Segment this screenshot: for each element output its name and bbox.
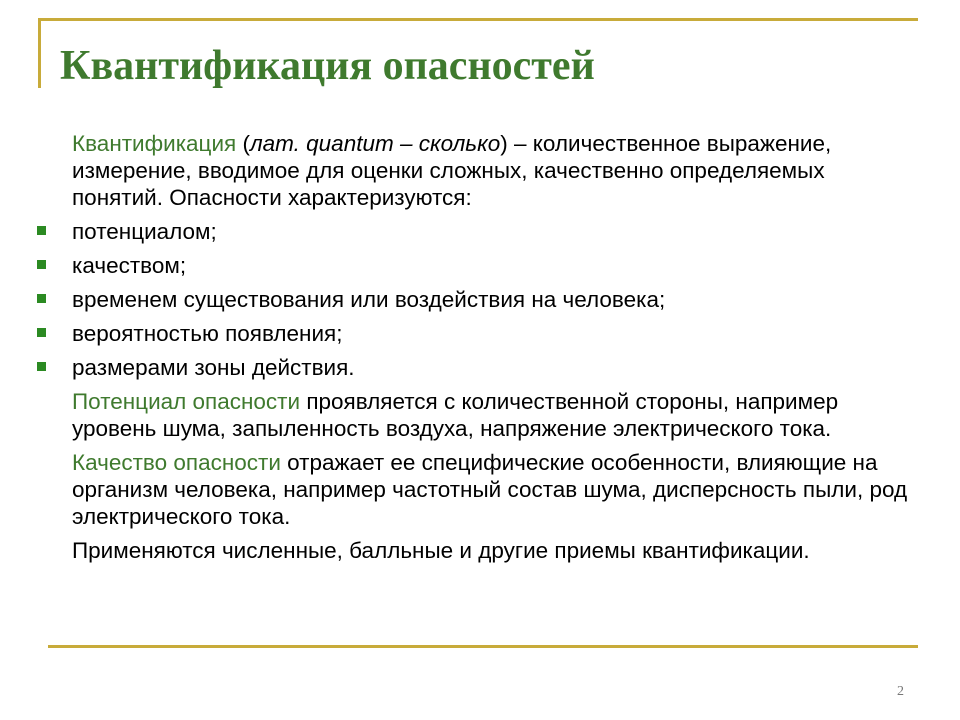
list-item: [0, 286, 960, 313]
slide-title: Квантификация опасностей: [60, 43, 595, 89]
square-bullet-icon: [37, 294, 46, 303]
frame-top-line: [38, 18, 918, 21]
list-item-text: временем существования или воздействия на человека;: [72, 287, 666, 312]
slide-body: [0, 130, 960, 571]
list-item: [0, 218, 960, 245]
intro-latin: лат. quantum – сколько: [249, 131, 501, 156]
intro-term: Квантификация: [72, 131, 237, 156]
closing-paragraph: Применяются численные, балльные и другие приемы квантификации.: [72, 538, 810, 563]
potential-paragraph: [0, 388, 960, 442]
list-item-text: качеством;: [72, 253, 187, 278]
frame-bottom-line: [48, 645, 918, 648]
list-item-text: размерами зоны действия.: [72, 355, 355, 380]
list-item: [0, 320, 960, 347]
square-bullet-icon: [37, 328, 46, 337]
list-item-text: вероятностью появления;: [72, 321, 343, 346]
page-number: 2: [897, 684, 904, 699]
square-bullet-icon: [37, 362, 46, 371]
potential-term: Потенциал опасности: [72, 389, 301, 414]
quality-text: отражает ее специфические особенности, влияющие на организм человека, например частотный состав шума, дисперсность пыли, род электрического тока.: [72, 450, 908, 529]
list-item: [0, 354, 960, 381]
quality-paragraph: [0, 449, 960, 530]
square-bullet-icon: [37, 260, 46, 269]
square-bullet-icon: [37, 226, 46, 235]
list-item-text: потенциалом;: [72, 219, 217, 244]
quality-term: Качество опасности: [72, 450, 281, 475]
frame-vertical-line: [38, 18, 41, 88]
intro-paren-open: (: [236, 131, 250, 156]
intro-rest: ) – количественное выражение, измерение, вводимое для оценки сложных, качественно определяемых понятий. Опасности характеризуются:: [72, 131, 832, 210]
list-item: [0, 252, 960, 279]
intro-paragraph: [0, 130, 960, 211]
potential-text: проявляется с количественной стороны, например уровень шума, запыленность воздуха, напряжение электрического тока.: [72, 389, 839, 441]
